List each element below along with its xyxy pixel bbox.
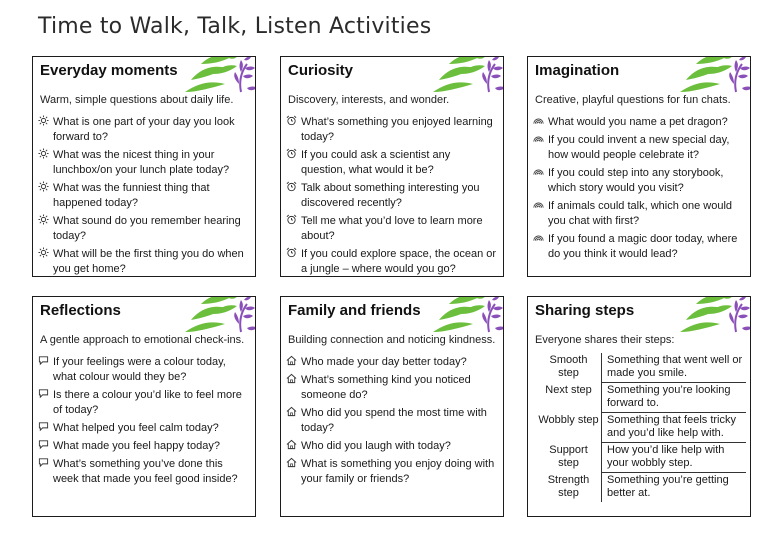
speech-bubble-icon — [38, 388, 51, 403]
table-row — [536, 473, 746, 503]
sun-icon — [38, 247, 51, 262]
question-text: What’s something kind you noticed someone do? — [301, 374, 471, 401]
list-item — [533, 166, 744, 196]
house-icon — [286, 457, 299, 472]
steps-table — [536, 353, 746, 502]
question-text: What is something you enjoy doing with your family or friends? — [301, 458, 495, 485]
card-title: Imagination — [535, 62, 620, 79]
list-item — [286, 181, 497, 211]
list-item — [38, 148, 249, 178]
list-item — [533, 232, 744, 262]
question-text: If you found a magic door today, where do you think it would lead? — [548, 233, 738, 260]
rainbow-icon — [533, 166, 546, 181]
table-row — [536, 413, 746, 443]
question-list — [533, 115, 744, 265]
alarm-clock-icon — [286, 181, 299, 196]
list-item — [533, 115, 744, 130]
list-item — [286, 373, 497, 403]
question-text: What was the nicest thing in your lunchbox/on your lunch plate today? — [53, 149, 230, 176]
card-imagination — [527, 56, 751, 277]
list-item — [286, 148, 497, 178]
question-text: What’s something you enjoyed learning today? — [301, 116, 493, 143]
sun-icon — [38, 115, 51, 130]
list-item — [286, 457, 497, 487]
card-subtitle: Creative, playful questions for fun chats. — [535, 94, 731, 106]
question-text: What would you name a pet dragon? — [548, 116, 728, 128]
alarm-clock-icon — [286, 148, 299, 163]
question-text: If animals could talk, which one would you chat with first? — [548, 200, 733, 227]
page-title: Time to Walk, Talk, Listen Activities — [38, 14, 432, 39]
list-item — [38, 355, 249, 385]
leaf-decoration-icon — [678, 296, 751, 334]
question-text: What helped you feel calm today? — [53, 422, 219, 434]
list-item — [38, 214, 249, 244]
step-name: Wobbly step — [536, 413, 602, 443]
question-text: Is there a colour you’d like to feel more of today? — [53, 389, 242, 416]
card-title: Family and friends — [288, 302, 421, 319]
question-list — [38, 355, 249, 490]
question-text: If your feelings were a colour today, what colour would they be? — [53, 356, 226, 383]
question-text: What’s something you’ve done this week that made you feel good inside? — [53, 458, 238, 485]
list-item — [38, 388, 249, 418]
list-item — [38, 115, 249, 145]
card-title: Curiosity — [288, 62, 354, 79]
step-name: Support step — [536, 443, 602, 473]
rainbow-icon — [533, 232, 546, 247]
question-text: Who made your day better today? — [301, 356, 467, 368]
question-list — [286, 355, 497, 490]
list-item — [38, 181, 249, 211]
card-subtitle: Warm, simple questions about daily life. — [40, 94, 234, 106]
card-everyday-moments — [32, 56, 256, 277]
rainbow-icon — [533, 133, 546, 148]
list-item — [38, 247, 249, 277]
house-icon — [286, 355, 299, 370]
step-name: Smooth step — [536, 353, 602, 383]
step-description: Something that feels tricky and you’d like help with. — [602, 413, 747, 443]
question-text: If you could step into any storybook, which story would you visit? — [548, 167, 724, 194]
step-name: Strength step — [536, 473, 602, 503]
list-item — [286, 439, 497, 454]
rainbow-icon — [533, 199, 546, 214]
step-name: Next step — [536, 383, 602, 413]
table-row — [536, 383, 746, 413]
question-text: Talk about something interesting you discovered recently? — [301, 182, 480, 209]
card-curiosity — [280, 56, 504, 277]
list-item — [38, 439, 249, 454]
list-item — [38, 457, 249, 487]
list-item — [286, 247, 497, 277]
question-text: Tell me what you’d love to learn more about? — [301, 215, 483, 242]
card-sharing-steps — [527, 296, 751, 517]
sun-icon — [38, 181, 51, 196]
question-text: What made you feel happy today? — [53, 440, 220, 452]
question-text: What is one part of your day you look forward to? — [53, 116, 235, 143]
table-row — [536, 443, 746, 473]
question-text: Who did you laugh with today? — [301, 440, 451, 452]
step-description: How you’d like help with your wobbly step. — [602, 443, 747, 473]
alarm-clock-icon — [286, 214, 299, 229]
question-text: If you could invent a new special day, how would people celebrate it? — [548, 134, 730, 161]
card-title: Sharing steps — [535, 302, 635, 319]
speech-bubble-icon — [38, 421, 51, 436]
card-subtitle: A gentle approach to emotional check-ins. — [40, 334, 245, 346]
question-text: What sound do you remember hearing today? — [53, 215, 241, 242]
list-item — [286, 355, 497, 370]
card-subtitle: Everyone shares their steps: — [535, 334, 675, 346]
list-item — [533, 199, 744, 229]
house-icon — [286, 439, 299, 454]
list-item — [286, 214, 497, 244]
list-item — [286, 115, 497, 145]
list-item — [286, 406, 497, 436]
step-description: Something you’re getting better at. — [602, 473, 747, 503]
leaf-decoration-icon — [678, 56, 751, 94]
alarm-clock-icon — [286, 115, 299, 130]
card-reflections — [32, 296, 256, 517]
card-family-and-friends — [280, 296, 504, 517]
alarm-clock-icon — [286, 247, 299, 262]
question-text: Who did you spend the most time with today? — [301, 407, 487, 434]
card-title: Everyday moments — [40, 62, 178, 79]
house-icon — [286, 406, 299, 421]
card-subtitle: Building connection and noticing kindness. — [288, 334, 496, 346]
leaf-decoration-icon — [431, 296, 504, 334]
question-list — [38, 115, 249, 277]
question-text: What will be the first thing you do when you get home? — [53, 248, 244, 275]
sun-icon — [38, 214, 51, 229]
question-text: What was the funniest thing that happened today? — [53, 182, 210, 209]
step-description: Something you’re looking forward to. — [602, 383, 747, 413]
leaf-decoration-icon — [431, 56, 504, 94]
leaf-decoration-icon — [183, 56, 256, 94]
table-row — [536, 353, 746, 383]
list-item — [533, 133, 744, 163]
speech-bubble-icon — [38, 457, 51, 472]
step-description: Something that went well or made you smile. — [607, 354, 743, 379]
leaf-decoration-icon — [183, 296, 256, 334]
rainbow-icon — [533, 115, 546, 130]
list-item — [38, 421, 249, 436]
speech-bubble-icon — [38, 439, 51, 454]
speech-bubble-icon — [38, 355, 51, 370]
card-title: Reflections — [40, 302, 121, 319]
question-text: If you could ask a scientist any question, what would it be? — [301, 149, 451, 176]
card-subtitle: Discovery, interests, and wonder. — [288, 94, 450, 106]
question-list — [286, 115, 497, 277]
house-icon — [286, 373, 299, 388]
question-text: If you could explore space, the ocean or a jungle – where would you go? — [301, 248, 497, 275]
sun-icon — [38, 148, 51, 163]
